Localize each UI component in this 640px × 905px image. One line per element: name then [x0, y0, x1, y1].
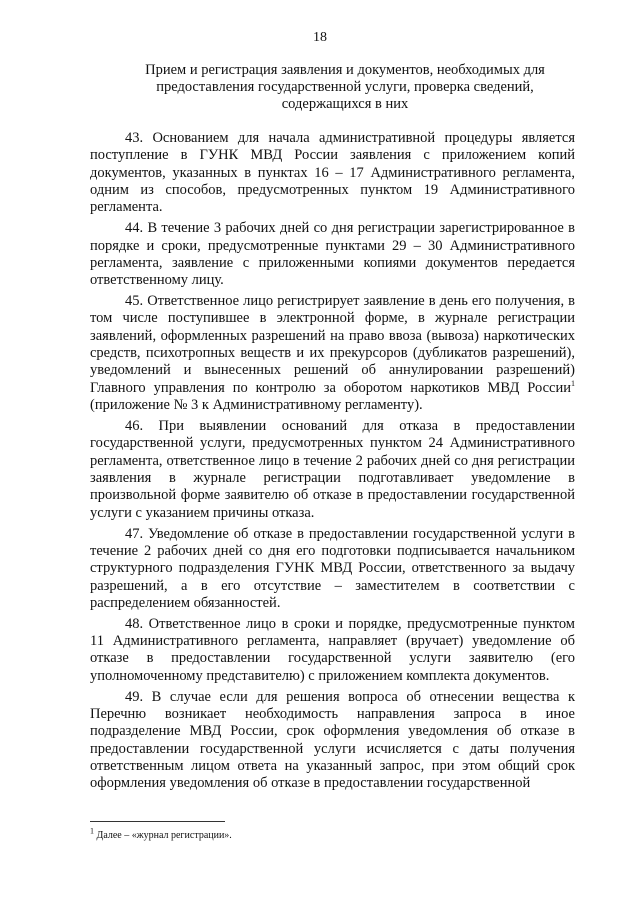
footnote-reference: 1	[571, 378, 575, 388]
body-text	[90, 130, 575, 796]
paragraph-46: 46. При выявлении оснований для отказа в предоставлении государственной услуги, предусмотренных пунктом 24 Административного регламента, ответственное лицо в течение 2 рабочих дней со дня регистрации заявления в журнале регистрации подготавливает уведомление в произвольной форме заявителю об отказе в предоставлении государственной услуги с указанием причины отказа.	[90, 418, 575, 521]
footnote-text: Далее – «журнал регистрации».	[94, 830, 232, 841]
footnote-divider	[90, 821, 225, 822]
paragraph-44: 44. В течение 3 рабочих дней со дня регистрации зарегистрированное в порядке и сроки, предусмотренные пунктами 29 – 30 Административного регламента, заявление с приложенными копиями документов передается ответственному лицу.	[90, 220, 575, 289]
paragraph-45	[90, 293, 575, 414]
paragraph-48: 48. Ответственное лицо в сроки и порядке, предусмотренные пунктом 11 Административного регламента, направляет (вручает) уведомление об отказе в предоставлении государственной услуги заявителю (его уполномоченному представителю) с приложением комплекта документов.	[90, 615, 575, 684]
paragraph-45-tail: (приложение № 3 к Административному регламенту).	[90, 397, 423, 414]
paragraph-47: 47. Уведомление об отказе в предоставлении государственной услуги в течение 2 рабочих дней со дня его подготовки подписывается начальником структурного подразделения ГУНК МВД России, ответственного за выдачу разрешений, а в его отсутствие – заместителем в соответствии с распределением обязанностей.	[90, 525, 575, 611]
paragraph-45-text: 45. Ответственное лицо регистрирует заявление в день его получения, в том числе поступившее в электронной форме, в журнале регистрации заявлений, оформленных разрешений на право ввоза (вывоза) наркотических средств, психотропных веществ и их прекурсоров (дубликатов разрешений), уведомлений и вынесенных решений об аннулировании разрешений) Главного управления по контролю за оборотом наркотиков МВД России	[90, 293, 575, 396]
page-number: 18	[313, 30, 327, 45]
footnote	[90, 826, 575, 842]
footnote-marker: 1	[90, 826, 94, 836]
paragraph-43: 43. Основанием для начала административной процедуры является поступление в ГУНК МВД России заявления с приложением копий документов, указанных в пунктах 16 – 17 Административного регламента, одним из способов, предусмотренных пунктом 19 Административного регламента.	[90, 130, 575, 216]
section-heading: Прием и регистрация заявления и документов, необходимых для предоставления государственной услуги, проверка сведений, содержащихся в них	[145, 62, 545, 112]
paragraph-49: 49. В случае если для решения вопроса об отнесении вещества к Перечню возникает необходимость направления запроса в иное подразделение МВД России, срок оформления уведомления об отказе в предоставлении государственной услуги исчисляется с даты получения ответственным лицом ответа на указанный запрос, при этом общий срок оформления уведомления об отказе в предоставлении государственной	[90, 688, 575, 792]
